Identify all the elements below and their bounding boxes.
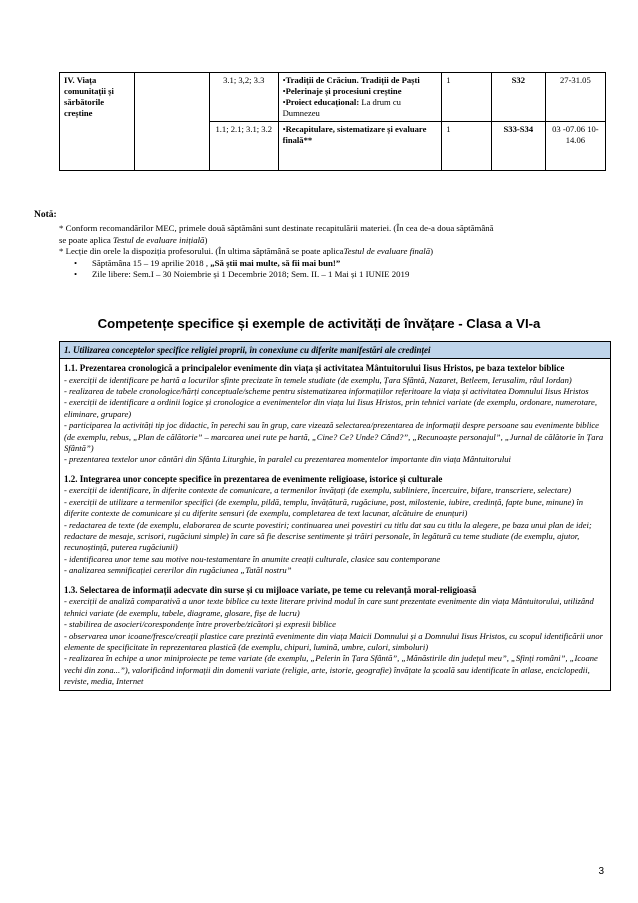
activity-item: - exerciții de utilizare a termenilor specifici (de exemplu, pildă, templu, învățătură, rugăciune, post, milostenie, iubire, credință, fapte bune, minune) în diferite contexte de comunicare și cu diferite sensuri (de exemplu, completarea de text lacunar, alcătuire de enunțuri) — [64, 496, 584, 519]
competences-cell: 3.1; 3,2; 3.3 — [209, 73, 278, 122]
activity-item: - identificarea unor teme sau motive nou-testamentare în anumite creații culturale, clasice sau contemporane — [64, 553, 441, 564]
activity-item: - exerciții de analiză comparativă a unor texte biblice cu texte literare privind modul în care sunt prezentate evenimente din viața Mântuitorului, utilizând tehnici variate (de exemplu, tabele, diagrame, glosare, fișe de lucru) — [64, 596, 594, 618]
activity-item: - realizarea în echipe a unor miniproiecte pe teme variate (de exemplu, „Pelerin în Țara Sfântă”, „Mănăstirile din județul meu”, „Sfinți români”, „Icoane vechi din zona...”), valorificând informații din domenii variate (religie, arte, istorie, geografie) învățate la școală sau identificate în atlase, enciclopedii, reviste, media, Internet — [64, 653, 598, 687]
note-line: * Conform recomandărilor MEC, primele două săptămâni sunt destinate recapitulării materiei. (În cea de-a doua săptămână — [59, 223, 494, 233]
content-item: •Tradiții de Crăciun. Tradiții de Paști — [282, 75, 420, 85]
activity-item: - participarea la activități tip joc didactic, în perechi sau în grup, care vizează selectarea/prezentarea de informații despre persoane sau evenimente biblice (de exemplu, rebus, „Plan de călătorie” – marcarea unei rute pe hartă, „Cine? Ce? Unde? Când?”, „Recunoaște personajul”, „Jurnal de călătorie în Țara Sfântă”) — [64, 420, 604, 454]
contents-cell — [278, 122, 442, 171]
schedule-row — [60, 73, 606, 122]
schedule-table — [59, 72, 606, 171]
hours-cell: 1 — [442, 122, 492, 171]
date-cell: 03 -07.06 10-14.06 — [545, 122, 605, 171]
page-number: 3 — [598, 866, 604, 877]
activity-item: - realizarea de tabele cronologice/hărți conceptuale/scheme pentru sistematizarea informațiilor referitoare la viața și activitatea Domnului Iisus Hristos — [64, 386, 589, 396]
activity-item: - observarea unor icoane/fresce/creații plastice care prezintă evenimente din viața Maicii Domnului și a Domnului Iisus Hristos, cu scopul identificării unor elemente de specificitate în reprezentarea plastică (de exemplu, chipuri, lumină, umbre, culori, simboluri) — [64, 630, 604, 652]
hours-cell: 1 — [442, 73, 492, 122]
section-heading: Competențe specifice și exemple de activități de învățare - Clasa a VI-a — [97, 316, 541, 331]
competence-title: 1.3. Selectarea de informații adecvate din surse și cu mijloace variate, pe teme cu relevanță moral-religioasă — [64, 584, 477, 595]
week-cell: S33-S34 — [491, 122, 545, 171]
note-label: Notă: — [34, 210, 57, 220]
content-item: •Recapitulare, sistematizare și evaluare finală** — [282, 124, 427, 145]
note-bullet: • Săptămâna 15 – 19 aprilie 2018 , „Să știi mai multe, să fii mai bun!” — [59, 258, 611, 270]
activity-item: - exerciții de identificare, în diferite contexte de comunicare, a termenilor învățați (de exemplu, subliniere, încercuire, bifare, transcriere, selectare) — [64, 485, 572, 496]
content-item: •Proiect educațional: La drum cu Dumnezeu — [282, 97, 401, 118]
competence-title: 1.2. Integrarea unor concepte specifice în prezentarea de evenimente religioase, istorice și culturale — [64, 473, 443, 484]
unit-cell: IV. Viața comunitații și sărbătorile creștine — [60, 73, 135, 171]
note-line: se poate aplica Testul de evaluare inițială) — [59, 234, 208, 245]
blank-cell — [134, 73, 209, 171]
activity-item: - exerciții de identificare pe hartă a locurilor sfinte precizate în temele studiate (de exemplu, Țara Sfântă, Nazaret, Betleem, Ierusalim, râul Iordan) — [64, 374, 572, 385]
activity-item: - prezentarea textelor unor cântări din Sfânta Liturghie, în paralel cu prezentarea momentelor importante din viața Mântuitorului — [64, 454, 511, 465]
activity-item: - stabilirea de asocieri/corespondențe între proverbe/zicători și expresii biblice — [64, 619, 336, 630]
competence-table — [59, 341, 611, 691]
competence-body — [60, 359, 610, 690]
contents-cell — [278, 73, 442, 122]
note-bullet: • Zile libere: Sem.I – 30 Noiembrie și 1 Decembrie 2018; Sem. II. – 1 Mai și 1 IUNIE 2019 — [59, 269, 611, 281]
competence-header: 1. Utilizarea conceptelor specifice religiei proprii, în conexiune cu diferite manifestări ale credinței — [60, 342, 610, 359]
activity-item: - analizarea semnificației cererilor din rugăciunea „Tatăl nostru” — [64, 565, 292, 576]
content-item: •Pelerinaje și procesiuni creștine — [282, 86, 402, 96]
activity-item: - redactarea de texte (de exemplu, elaborarea de scurte povestiri; continuarea unei povestiri cu titlu dat sau cu titlu la alegere, pe baza unui plan de idei; redactare de mesaje, scrisori, rugăciuni simple) în care să fie descrise sentimente și trăiri personale, în legătură cu teme studiate (de exemplu, ajutor, recunoștință, puterea rugăciunii) — [64, 519, 592, 553]
week-cell: S32 — [491, 73, 545, 122]
notes-block — [59, 223, 611, 281]
competence-title: 1.1. Prezentarea cronologică a principalelor evenimente din viața și activitatea Mântuitorului Iisus Hristos, pe baza textelor biblice — [64, 363, 565, 373]
competences-cell: 1.1; 2.1; 3.1; 3.2 — [209, 122, 278, 171]
activity-item: - exerciții de identificare a ordinii logice și cronologice a evenimentelor din viața lui Iisus Hristos, prin tehnici variate (de exemplu, ordonare, numerotare, eliminare, grupare) — [64, 397, 598, 419]
date-cell: 27-31.05 — [545, 73, 605, 122]
note-line: * Lecție din orele la dispoziția profesorului. (În ultima săptămână se poate aplicaTestul de evaluare finală) — [59, 246, 434, 257]
